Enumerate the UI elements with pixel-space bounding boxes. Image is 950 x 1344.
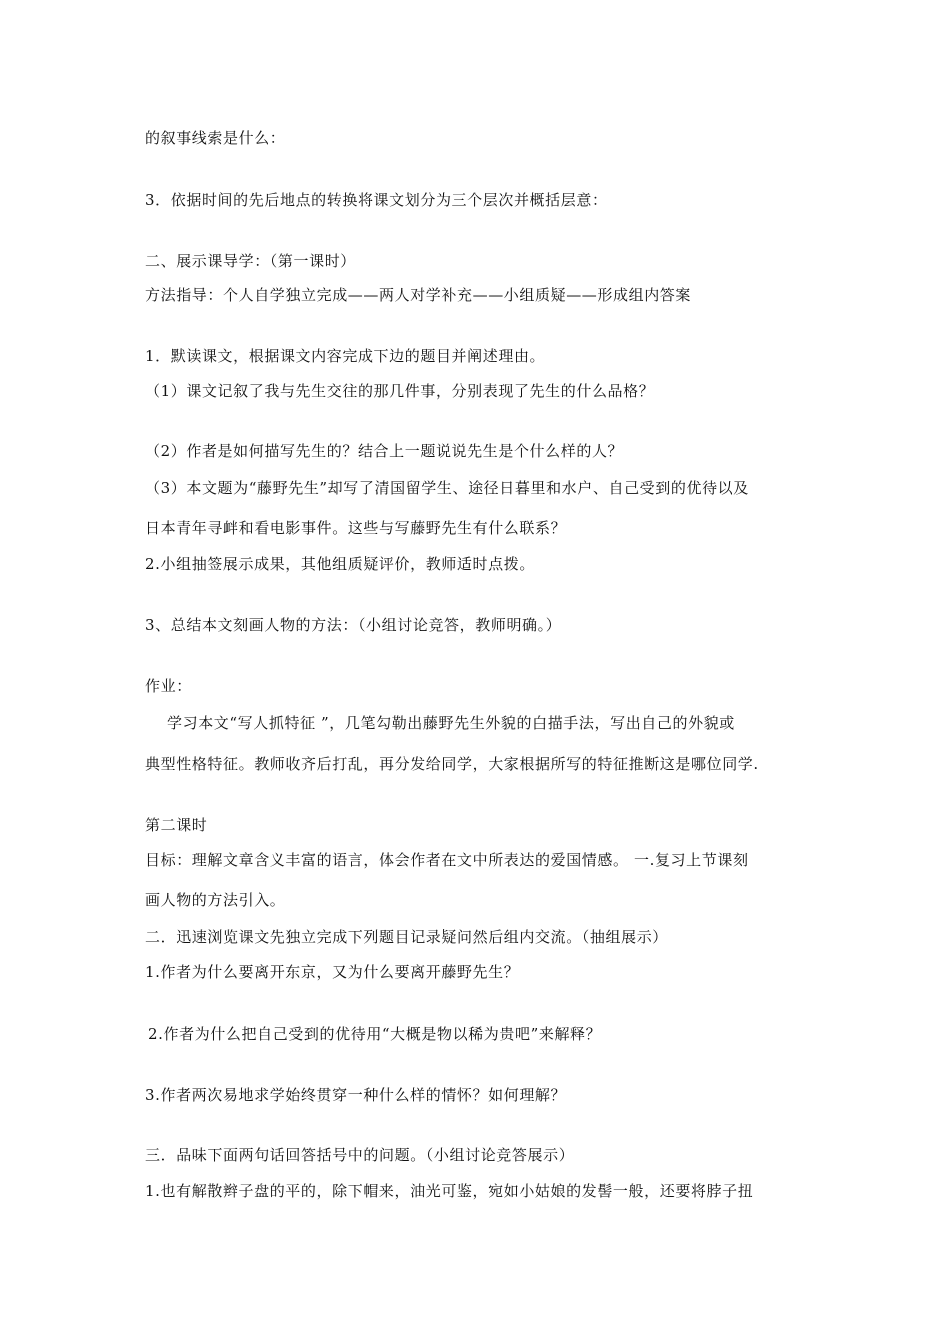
text-line: 3.作者两次易地求学始终贯穿一种什么样的情怀？如何理解？ (145, 1086, 567, 1104)
text-line: 1．默读课文，根据课文内容完成下边的题目并阐述理由。 (145, 347, 546, 365)
text-line: 方法指导：个人自学独立完成——两人对学补充——小组质疑——形成组内答案 (145, 286, 692, 304)
text-line: 日本青年寻衅和看电影事件。这些与写藤野先生有什么联系？ (145, 519, 567, 537)
text-line: 3．依据时间的先后地点的转换将课文划分为三个层次并概括层意： (145, 191, 608, 209)
text-line: 1.作者为什么要离开东京，又为什么要离开藤野先生？ (145, 963, 520, 981)
section-heading: 作业： (145, 677, 192, 695)
text-line: 2.小组抽签展示成果，其他组质疑评价，教师适时点拨。 (145, 555, 535, 573)
text-line: （3）本文题为“藤野先生”却写了清国留学生、途径日暮里和水户、自己受到的优待以及 (145, 479, 749, 497)
text-line: 的叙事线索是什么： (145, 129, 286, 147)
text-line: 典型性格特征。教师收齐后打乱，再分发给同学，大家根据所写的特征推断这是哪位同学. (145, 755, 759, 773)
text-line: 学习本文“写人抓特征 ”，几笔勾勒出藤野先生外貌的白描手法，写出自己的外貌或 (167, 714, 735, 732)
text-line: （2）作者是如何描写先生的？结合上一题说说先生是个什么样的人？ (145, 442, 624, 460)
section-heading: 第二课时 (145, 816, 208, 834)
text-line: 目标：理解文章含义丰富的语言，体会作者在文中所表达的爱国情感。 一.复习上节课刻 (145, 851, 749, 869)
text-line: 二．迅速浏览课文先独立完成下列题目记录疑问然后组内交流。（抽组展示） (145, 928, 668, 946)
section-heading: 三．品味下面两句话回答括号中的问题。（小组讨论竞答展示） (145, 1146, 575, 1164)
text-line: （1）课文记叙了我与先生交往的那几件事，分别表现了先生的什么品格？ (145, 382, 655, 400)
text-line: 3、总结本文刻画人物的方法：（小组讨论竞答，教师明确。） (145, 616, 562, 634)
text-line: 画人物的方法引入。 (145, 891, 286, 909)
text-line: 2.作者为什么把自己受到的优待用“大概是物以稀为贵吧”来解释？ (148, 1025, 602, 1043)
section-heading: 二、展示课导学：（第一课时） (145, 252, 356, 270)
text-line: 1.也有解散辫子盘的平的，除下帽来，油光可鉴，宛如小姑娘的发髻一般，还要将脖子扭 (145, 1182, 754, 1200)
